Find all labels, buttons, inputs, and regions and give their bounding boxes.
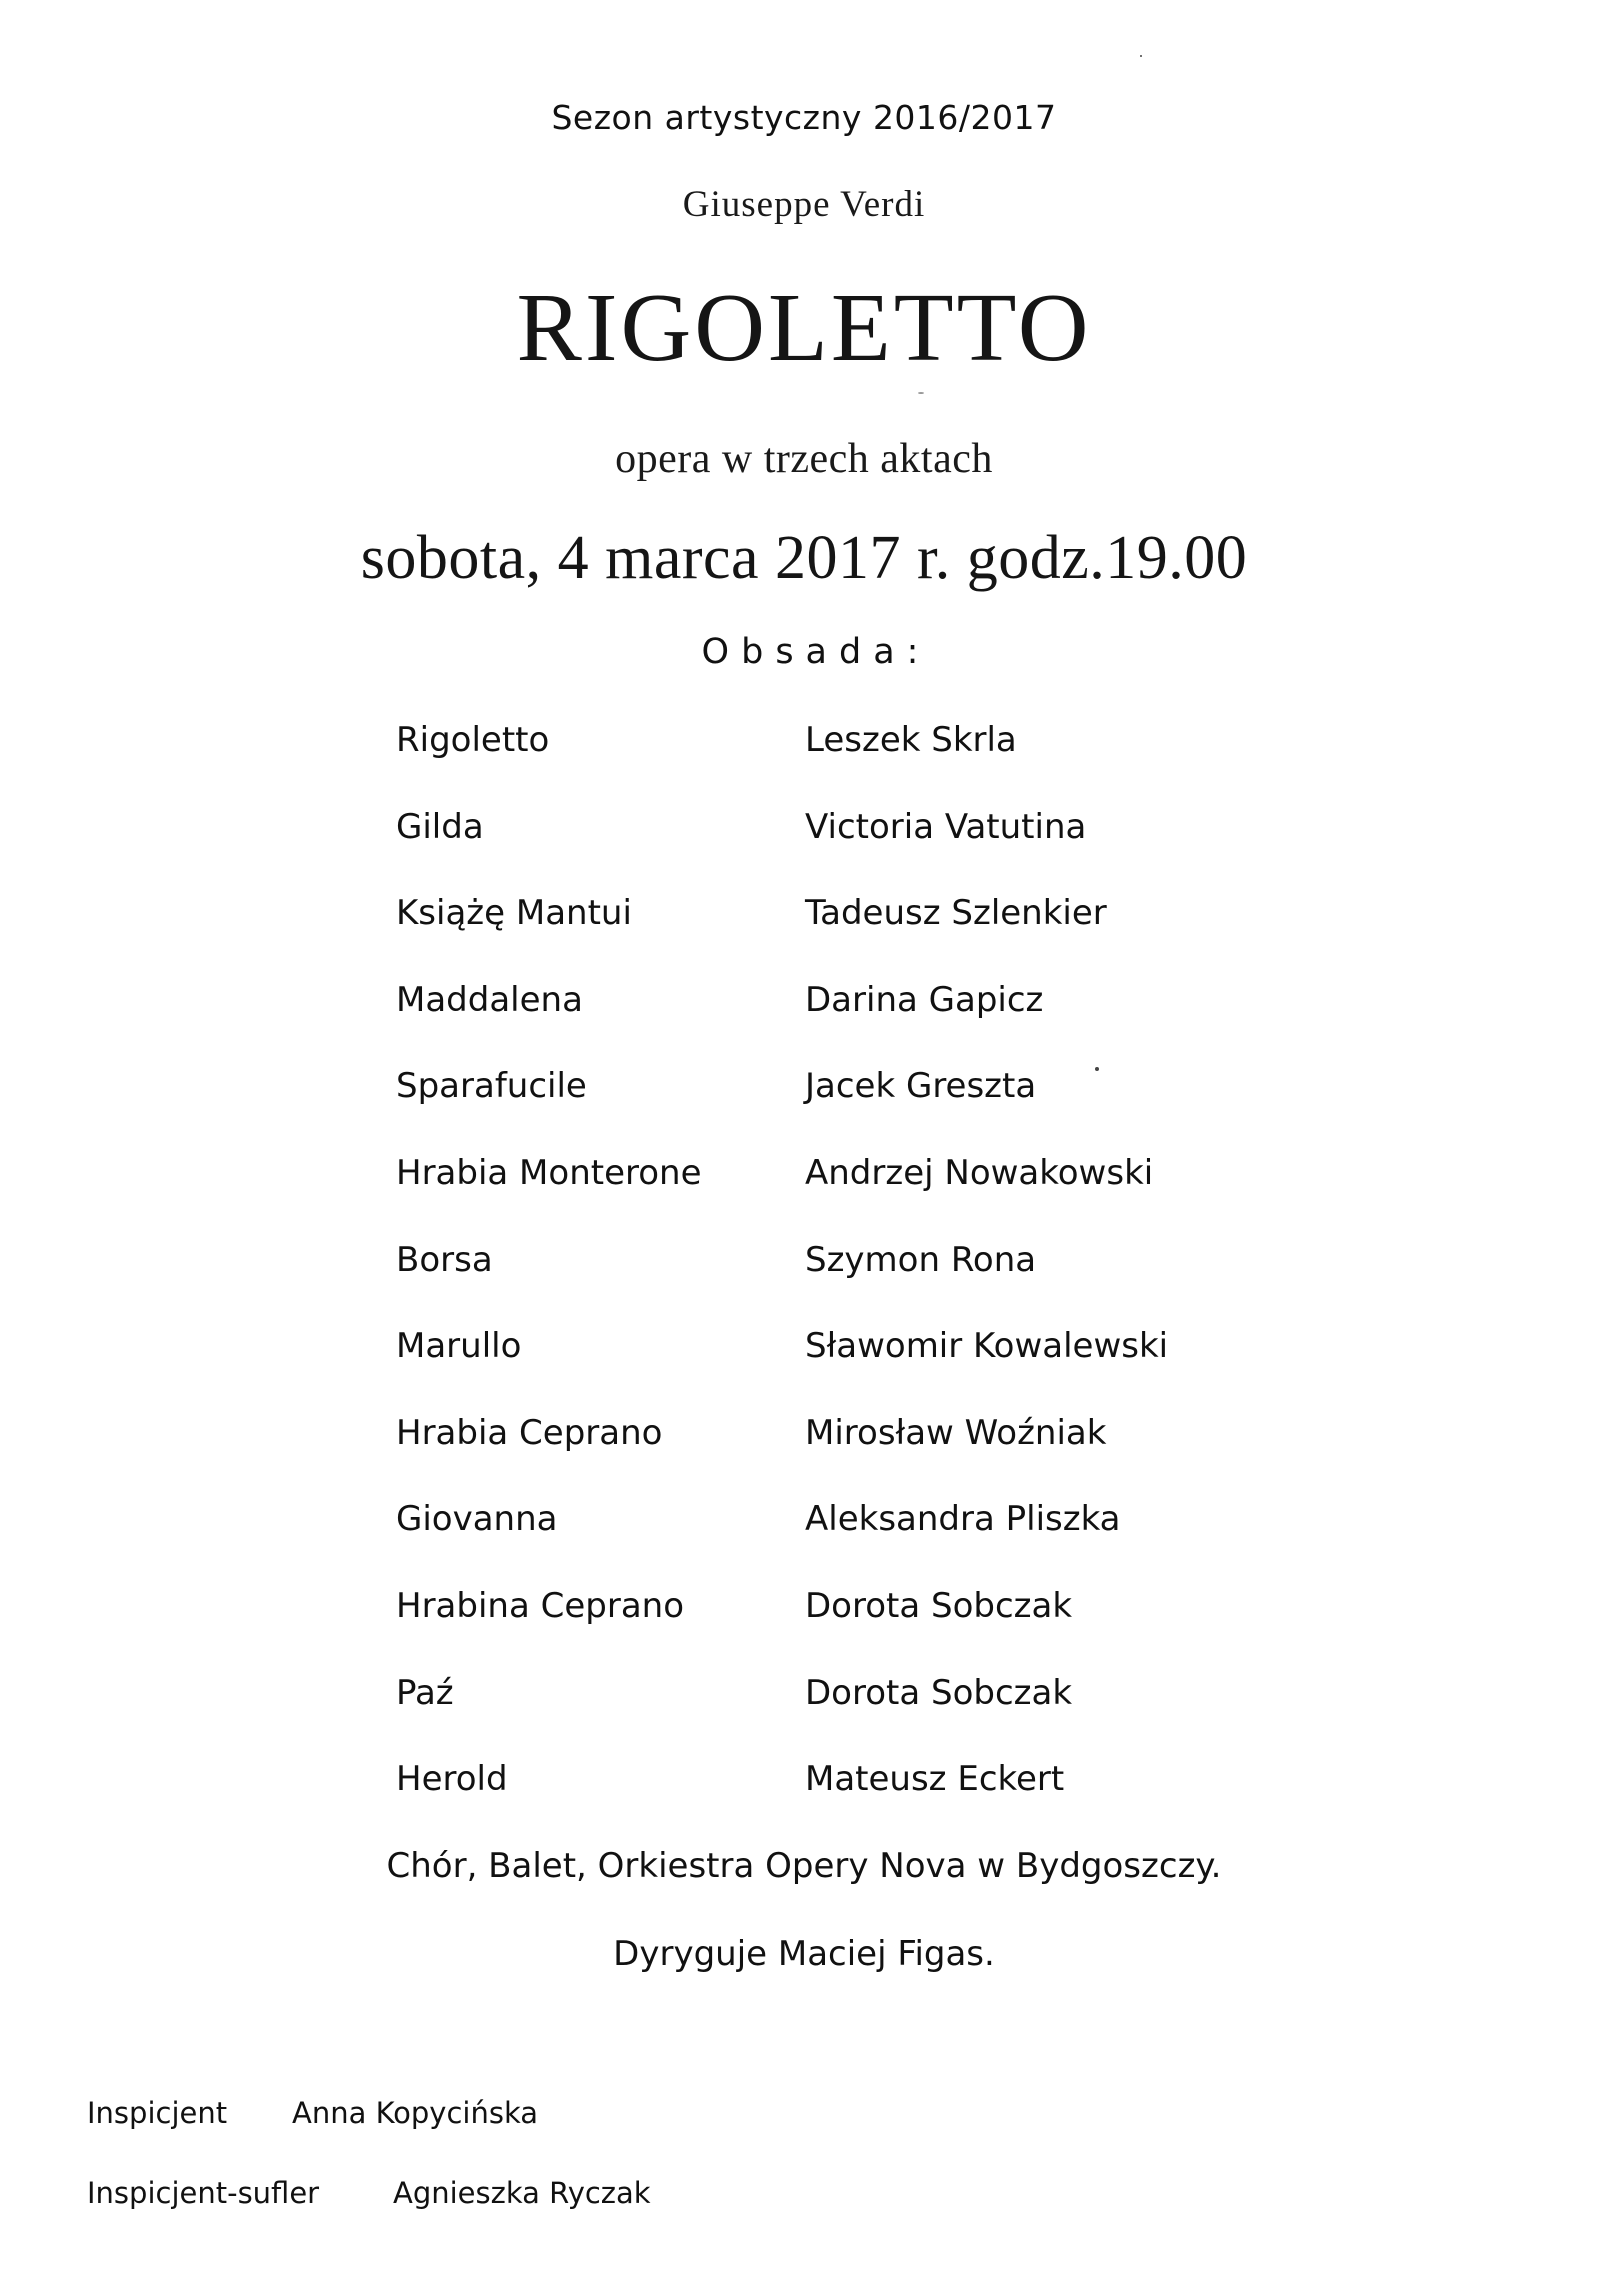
cast-row — [0, 1739, 1608, 1826]
cast-role: Borsa — [396, 1239, 493, 1280]
cast-singer: Andrzej Nowakowski — [805, 1152, 1154, 1193]
cast-role: Książę Mantui — [396, 893, 632, 934]
opera-title: RIGOLETTO — [516, 274, 1092, 382]
staff-name: Anna Kopycińska — [292, 2096, 539, 2130]
cast-singer: Leszek Skrla — [805, 720, 1017, 760]
cast-role: Hrabina Ceprano — [396, 1585, 685, 1626]
cast-role: Maddalena — [396, 979, 583, 1020]
cast-singer: Darina Gapicz — [805, 979, 1044, 1020]
cast-row — [0, 1306, 1608, 1393]
cast-role: Sparafucile — [396, 1066, 587, 1107]
cast-heading: Obsada: — [701, 632, 931, 672]
cast-role: Hrabia Monterone — [396, 1152, 702, 1193]
cast-singer: Sławomir Kowalewski — [805, 1326, 1169, 1367]
cast-row — [0, 1479, 1608, 1566]
cast-role: Rigoletto — [396, 720, 550, 760]
cast-role: Paź — [396, 1672, 454, 1713]
scan-speck — [1140, 55, 1142, 57]
cast-singer: Szymon Rona — [805, 1239, 1037, 1280]
cast-row — [0, 1133, 1608, 1220]
cast-role: Herold — [396, 1759, 508, 1800]
scan-speck — [1095, 1067, 1099, 1071]
cast-row — [0, 873, 1608, 960]
cast-singer: Aleksandra Pliszka — [805, 1499, 1121, 1540]
cast-singer: Mateusz Eckert — [805, 1759, 1065, 1800]
cast-singer: Victoria Vatutina — [805, 806, 1087, 847]
cast-row — [0, 1393, 1608, 1480]
cast-role: Giovanna — [396, 1499, 558, 1540]
cast-row — [0, 1046, 1608, 1133]
scan-speck — [918, 392, 924, 394]
cast-row — [0, 1653, 1608, 1740]
staff-label: Inspicjent-sufler — [87, 2176, 320, 2210]
cast-singer: Dorota Sobczak — [805, 1585, 1073, 1626]
cast-row — [0, 1220, 1608, 1307]
cast-singer: Mirosław Woźniak — [805, 1412, 1107, 1453]
cast-list — [0, 700, 1608, 1826]
cast-singer: Jacek Greszta — [805, 1066, 1037, 1107]
season-line: Sezon artystyczny 2016/2017 — [551, 98, 1057, 137]
staff-name: Agnieszka Ryczak — [393, 2176, 651, 2210]
opera-subtitle: opera w trzech aktach — [615, 436, 993, 482]
cast-row — [0, 700, 1608, 787]
cast-row — [0, 1566, 1608, 1653]
cast-role: Marullo — [396, 1326, 522, 1367]
cast-singer: Tadeusz Szlenkier — [805, 893, 1107, 934]
performance-date: sobota, 4 marca 2017 r. godz.19.00 — [360, 524, 1248, 592]
staff-label: Inspicjent — [87, 2096, 228, 2130]
cast-row — [0, 960, 1608, 1047]
composer-name: Giuseppe Verdi — [682, 184, 926, 225]
cast-row — [0, 787, 1608, 874]
cast-role: Hrabia Ceprano — [396, 1412, 663, 1453]
conductor-line: Dyryguje Maciej Figas. — [613, 1934, 995, 1974]
ensemble-line: Chór, Balet, Orkiestra Opery Nova w Bydgoszczy. — [386, 1846, 1222, 1886]
cast-singer: Dorota Sobczak — [805, 1672, 1073, 1713]
cast-role: Gilda — [396, 806, 484, 847]
